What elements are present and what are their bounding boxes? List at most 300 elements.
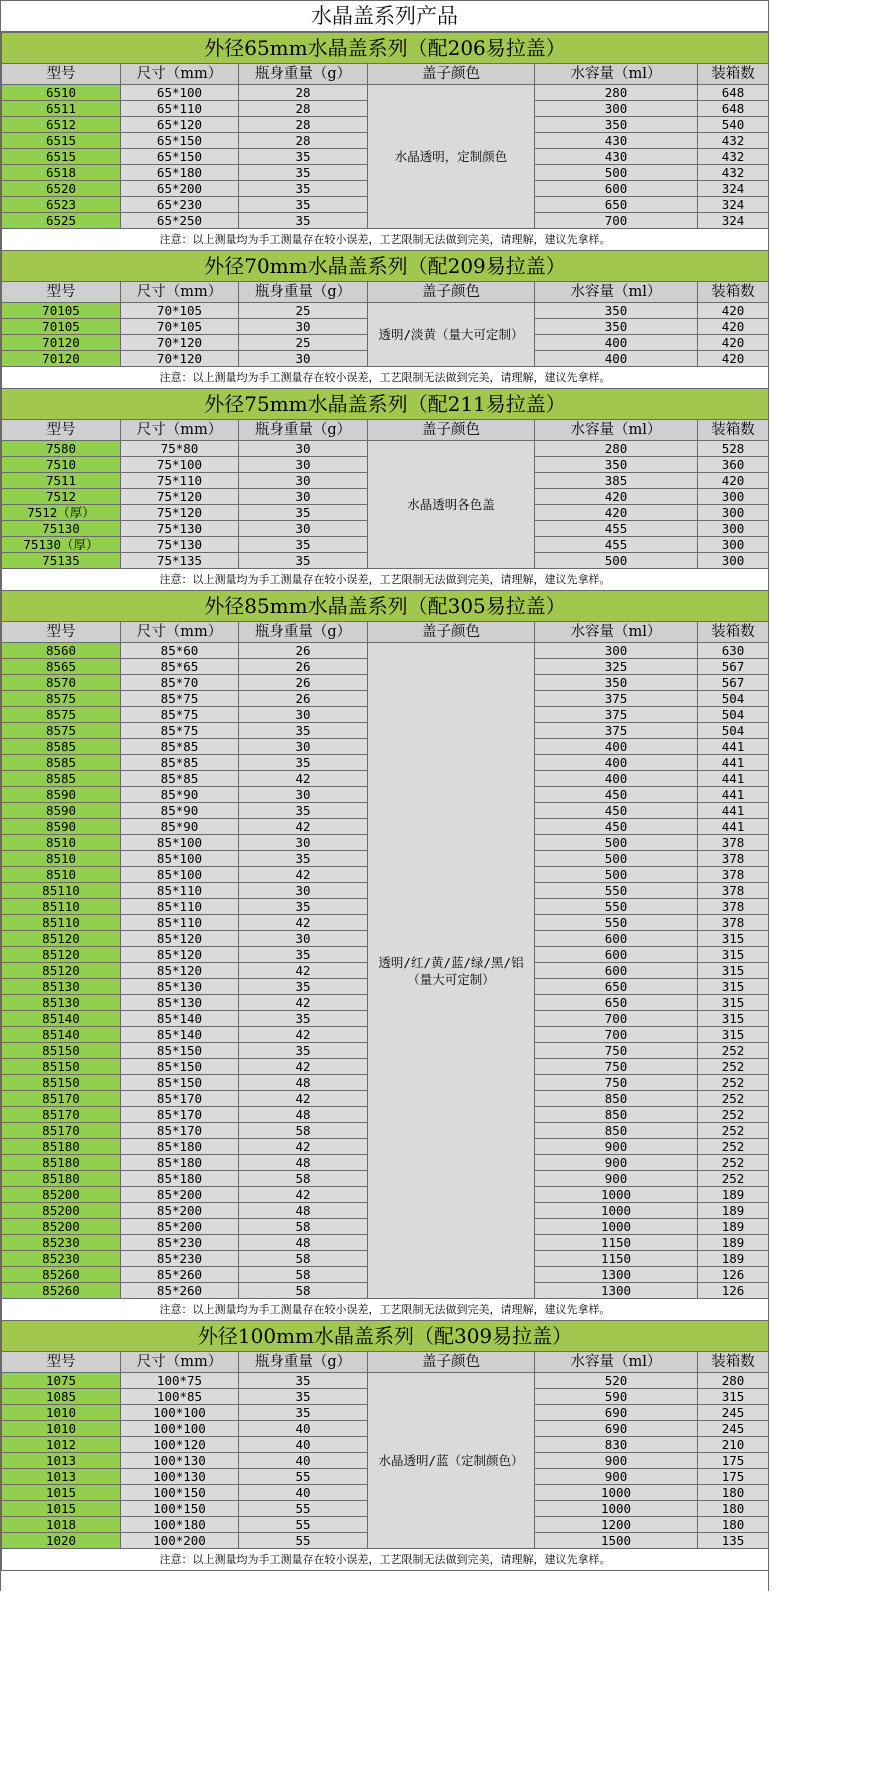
cell-size: 85*90 [121, 819, 239, 835]
cell-weight: 28 [239, 85, 368, 101]
cell-pack-count: 630 [698, 643, 769, 659]
cell-weight: 55 [239, 1533, 368, 1549]
cell-weight: 42 [239, 1187, 368, 1203]
cell-pack-count: 315 [698, 947, 769, 963]
cell-capacity: 450 [535, 787, 698, 803]
cell-pack-count: 315 [698, 1027, 769, 1043]
cell-weight: 26 [239, 691, 368, 707]
cell-pack-count: 252 [698, 1075, 769, 1091]
cell-pack-count: 252 [698, 1043, 769, 1059]
cell-capacity: 600 [535, 931, 698, 947]
cell-weight: 58 [239, 1123, 368, 1139]
header-weight: 瓶身重量（g） [239, 282, 368, 303]
cell-model: 8575 [2, 723, 121, 739]
table-row [2, 643, 769, 659]
cell-weight: 30 [239, 931, 368, 947]
cell-size: 75*120 [121, 505, 239, 521]
cell-model: 8590 [2, 803, 121, 819]
note-row [2, 1299, 769, 1321]
cell-capacity: 400 [535, 351, 698, 367]
cell-capacity: 650 [535, 197, 698, 213]
cell-capacity: 550 [535, 883, 698, 899]
cell-capacity: 900 [535, 1155, 698, 1171]
note-text: 注意：以上测量均为手工测量存在较小误差，工艺限制无法做到完美，请理解，建议先拿样。 [2, 1299, 769, 1321]
cell-model: 8510 [2, 867, 121, 883]
cell-size: 85*65 [121, 659, 239, 675]
header-cap-color: 盖子颜色 [368, 622, 535, 643]
cell-model: 70120 [2, 351, 121, 367]
cell-weight: 28 [239, 101, 368, 117]
cell-capacity: 590 [535, 1389, 698, 1405]
cell-capacity: 350 [535, 675, 698, 691]
cell-weight: 55 [239, 1517, 368, 1533]
header-row [2, 282, 769, 303]
cell-capacity: 900 [535, 1453, 698, 1469]
cell-size: 85*230 [121, 1235, 239, 1251]
cell-pack-count: 441 [698, 755, 769, 771]
cell-weight: 28 [239, 117, 368, 133]
cell-pack-count: 189 [698, 1235, 769, 1251]
cell-model: 8510 [2, 835, 121, 851]
cell-pack-count: 315 [698, 979, 769, 995]
cell-model: 8590 [2, 787, 121, 803]
cell-pack-count: 378 [698, 915, 769, 931]
cell-capacity: 500 [535, 835, 698, 851]
header-weight: 瓶身重量（g） [239, 64, 368, 85]
cell-model: 85200 [2, 1187, 121, 1203]
note-row [2, 569, 769, 591]
cell-weight: 35 [239, 149, 368, 165]
cell-pack-count: 300 [698, 521, 769, 537]
cell-pack-count: 378 [698, 851, 769, 867]
cell-capacity: 700 [535, 213, 698, 229]
cell-model: 85140 [2, 1011, 121, 1027]
cell-capacity: 400 [535, 771, 698, 787]
cell-pack-count: 252 [698, 1171, 769, 1187]
cell-model: 75130 [2, 521, 121, 537]
sheet-bottom-spacer [1, 1571, 768, 1591]
header-size: 尺寸（mm） [121, 64, 239, 85]
cell-size: 70*120 [121, 335, 239, 351]
cell-capacity: 420 [535, 489, 698, 505]
cell-pack-count: 315 [698, 931, 769, 947]
cell-size: 75*80 [121, 441, 239, 457]
cell-model: 85260 [2, 1283, 121, 1299]
cell-cap-color: 水晶透明/蓝（定制颜色） [368, 1373, 535, 1549]
cell-size: 65*250 [121, 213, 239, 229]
cell-model: 85260 [2, 1267, 121, 1283]
note-text: 注意：以上测量均为手工测量存在较小误差，工艺限制无法做到完美，请理解，建议先拿样。 [2, 1549, 769, 1571]
cell-capacity: 1000 [535, 1219, 698, 1235]
cell-weight: 35 [239, 181, 368, 197]
cell-size: 65*110 [121, 101, 239, 117]
cell-pack-count: 175 [698, 1453, 769, 1469]
cell-weight: 30 [239, 351, 368, 367]
cell-model: 1018 [2, 1517, 121, 1533]
cell-size: 85*90 [121, 803, 239, 819]
header-row [2, 420, 769, 441]
cell-model: 8585 [2, 739, 121, 755]
cell-capacity: 750 [535, 1059, 698, 1075]
cell-weight: 35 [239, 553, 368, 569]
cell-size: 85*200 [121, 1203, 239, 1219]
cell-capacity: 1300 [535, 1283, 698, 1299]
header-row [2, 64, 769, 85]
cell-model: 6520 [2, 181, 121, 197]
header-pack-count: 装箱数 [698, 420, 769, 441]
cell-weight: 48 [239, 1203, 368, 1219]
cell-model: 7580 [2, 441, 121, 457]
header-pack-count: 装箱数 [698, 64, 769, 85]
header-weight: 瓶身重量（g） [239, 420, 368, 441]
cell-model: 6515 [2, 149, 121, 165]
cell-pack-count: 432 [698, 165, 769, 181]
series-title-row [2, 389, 769, 420]
cell-capacity: 300 [535, 101, 698, 117]
series-title: 外径100mm水晶盖系列（配309易拉盖） [2, 1321, 769, 1352]
cell-capacity: 900 [535, 1469, 698, 1485]
cell-model: 85180 [2, 1139, 121, 1155]
cell-capacity: 1000 [535, 1501, 698, 1517]
cell-weight: 48 [239, 1107, 368, 1123]
cell-size: 85*260 [121, 1267, 239, 1283]
cell-size: 65*200 [121, 181, 239, 197]
cell-model: 85180 [2, 1171, 121, 1187]
note-row [2, 1549, 769, 1571]
cell-weight: 35 [239, 1011, 368, 1027]
cell-pack-count: 300 [698, 553, 769, 569]
cell-size: 100*150 [121, 1501, 239, 1517]
header-row [2, 622, 769, 643]
cell-capacity: 450 [535, 819, 698, 835]
cell-size: 100*100 [121, 1421, 239, 1437]
cell-size: 85*110 [121, 899, 239, 915]
cell-weight: 25 [239, 303, 368, 319]
cell-model: 7510 [2, 457, 121, 473]
cell-size: 85*180 [121, 1139, 239, 1155]
cell-pack-count: 252 [698, 1123, 769, 1139]
cell-capacity: 455 [535, 537, 698, 553]
header-size: 尺寸（mm） [121, 420, 239, 441]
cell-capacity: 430 [535, 149, 698, 165]
cell-weight: 25 [239, 335, 368, 351]
cell-size: 100*150 [121, 1485, 239, 1501]
cell-size: 85*90 [121, 787, 239, 803]
cell-weight: 58 [239, 1219, 368, 1235]
cell-size: 75*110 [121, 473, 239, 489]
cell-size: 70*105 [121, 303, 239, 319]
cell-capacity: 350 [535, 457, 698, 473]
cell-weight: 26 [239, 659, 368, 675]
cell-capacity: 500 [535, 867, 698, 883]
series-table [1, 32, 769, 1571]
header-pack-count: 装箱数 [698, 1352, 769, 1373]
cell-pack-count: 180 [698, 1517, 769, 1533]
cell-capacity: 350 [535, 319, 698, 335]
header-cap-color: 盖子颜色 [368, 282, 535, 303]
header-cap-color: 盖子颜色 [368, 64, 535, 85]
cell-weight: 42 [239, 915, 368, 931]
cell-pack-count: 300 [698, 489, 769, 505]
cell-model: 85170 [2, 1091, 121, 1107]
cell-size: 75*130 [121, 521, 239, 537]
cell-weight: 42 [239, 867, 368, 883]
cell-pack-count: 175 [698, 1469, 769, 1485]
note-row [2, 229, 769, 251]
cell-model: 8585 [2, 771, 121, 787]
cell-capacity: 600 [535, 947, 698, 963]
cell-pack-count: 189 [698, 1219, 769, 1235]
cell-size: 65*100 [121, 85, 239, 101]
cell-model: 85180 [2, 1155, 121, 1171]
cell-weight: 35 [239, 851, 368, 867]
cell-capacity: 650 [535, 979, 698, 995]
header-pack-count: 装箱数 [698, 282, 769, 303]
cell-size: 85*100 [121, 867, 239, 883]
cell-pack-count: 315 [698, 1389, 769, 1405]
cell-capacity: 850 [535, 1091, 698, 1107]
cell-weight: 42 [239, 963, 368, 979]
cell-model: 85170 [2, 1123, 121, 1139]
cell-size: 100*85 [121, 1389, 239, 1405]
series-title-row [2, 33, 769, 64]
cell-model: 8560 [2, 643, 121, 659]
cell-capacity: 900 [535, 1139, 698, 1155]
cell-model: 8590 [2, 819, 121, 835]
cell-pack-count: 420 [698, 303, 769, 319]
header-capacity: 水容量（ml） [535, 282, 698, 303]
cell-model: 1010 [2, 1421, 121, 1437]
cell-capacity: 1200 [535, 1517, 698, 1533]
cell-model: 8585 [2, 755, 121, 771]
cell-weight: 30 [239, 457, 368, 473]
cell-pack-count: 280 [698, 1373, 769, 1389]
cell-model: 6518 [2, 165, 121, 181]
cell-capacity: 850 [535, 1107, 698, 1123]
table-row [2, 303, 769, 319]
cell-weight: 35 [239, 755, 368, 771]
cell-weight: 42 [239, 1091, 368, 1107]
cell-size: 100*100 [121, 1405, 239, 1421]
table-row [2, 85, 769, 101]
cell-size: 65*180 [121, 165, 239, 181]
cell-weight: 30 [239, 489, 368, 505]
cell-size: 85*100 [121, 835, 239, 851]
cell-capacity: 850 [535, 1123, 698, 1139]
cell-capacity: 690 [535, 1421, 698, 1437]
note-text: 注意：以上测量均为手工测量存在较小误差，工艺限制无法做到完美，请理解，建议先拿样。 [2, 367, 769, 389]
cell-model: 1085 [2, 1389, 121, 1405]
header-size: 尺寸（mm） [121, 282, 239, 303]
cell-model: 85140 [2, 1027, 121, 1043]
cell-size: 85*85 [121, 739, 239, 755]
cell-pack-count: 252 [698, 1091, 769, 1107]
cell-pack-count: 315 [698, 1011, 769, 1027]
cell-cap-color: 透明/红/黄/蓝/绿/黑/铝（量大可定制） [368, 643, 535, 1299]
cell-weight: 35 [239, 899, 368, 915]
cell-pack-count: 420 [698, 473, 769, 489]
cell-model: 85110 [2, 915, 121, 931]
cell-size: 65*230 [121, 197, 239, 213]
cell-capacity: 1150 [535, 1235, 698, 1251]
cell-size: 100*75 [121, 1373, 239, 1389]
cell-weight: 40 [239, 1453, 368, 1469]
cell-pack-count: 378 [698, 899, 769, 915]
cell-size: 75*135 [121, 553, 239, 569]
cell-pack-count: 300 [698, 505, 769, 521]
cell-capacity: 1000 [535, 1485, 698, 1501]
cell-model: 8570 [2, 675, 121, 691]
cell-pack-count: 420 [698, 319, 769, 335]
note-row [2, 367, 769, 389]
cell-weight: 42 [239, 1027, 368, 1043]
header-size: 尺寸（mm） [121, 622, 239, 643]
cell-size: 85*85 [121, 771, 239, 787]
cell-weight: 35 [239, 1389, 368, 1405]
cell-capacity: 350 [535, 117, 698, 133]
header-capacity: 水容量（ml） [535, 64, 698, 85]
note-text: 注意：以上测量均为手工测量存在较小误差，工艺限制无法做到完美，请理解，建议先拿样。 [2, 229, 769, 251]
cell-size: 75*100 [121, 457, 239, 473]
cell-size: 75*120 [121, 489, 239, 505]
cell-weight: 30 [239, 319, 368, 335]
cell-size: 85*85 [121, 755, 239, 771]
cell-pack-count: 432 [698, 133, 769, 149]
cell-pack-count: 441 [698, 771, 769, 787]
cell-pack-count: 567 [698, 659, 769, 675]
cell-pack-count: 210 [698, 1437, 769, 1453]
cell-size: 85*180 [121, 1155, 239, 1171]
cell-weight: 35 [239, 1405, 368, 1421]
cell-capacity: 280 [535, 441, 698, 457]
cell-size: 85*140 [121, 1011, 239, 1027]
cell-model: 6515 [2, 133, 121, 149]
cell-pack-count: 300 [698, 537, 769, 553]
cell-size: 85*60 [121, 643, 239, 659]
cell-model: 85120 [2, 963, 121, 979]
cell-weight: 35 [239, 197, 368, 213]
cell-capacity: 1500 [535, 1533, 698, 1549]
cell-size: 85*200 [121, 1187, 239, 1203]
cell-model: 70120 [2, 335, 121, 351]
cell-capacity: 375 [535, 723, 698, 739]
cell-weight: 58 [239, 1267, 368, 1283]
series-title-row [2, 251, 769, 282]
cell-model: 7512 [2, 489, 121, 505]
cell-capacity: 450 [535, 803, 698, 819]
cell-weight: 35 [239, 723, 368, 739]
cell-capacity: 300 [535, 643, 698, 659]
cell-size: 70*105 [121, 319, 239, 335]
cell-weight: 40 [239, 1421, 368, 1437]
cell-pack-count: 189 [698, 1251, 769, 1267]
cell-model: 6523 [2, 197, 121, 213]
cell-weight: 30 [239, 521, 368, 537]
cell-model: 85150 [2, 1059, 121, 1075]
cell-model: 75130（厚） [2, 537, 121, 553]
cell-weight: 35 [239, 947, 368, 963]
cell-capacity: 700 [535, 1011, 698, 1027]
cell-size: 85*75 [121, 707, 239, 723]
header-capacity: 水容量（ml） [535, 1352, 698, 1373]
cell-size: 85*180 [121, 1171, 239, 1187]
cell-capacity: 830 [535, 1437, 698, 1453]
cell-size: 85*170 [121, 1107, 239, 1123]
cell-size: 85*230 [121, 1251, 239, 1267]
cell-model: 1012 [2, 1437, 121, 1453]
cell-pack-count: 648 [698, 85, 769, 101]
cell-capacity: 280 [535, 85, 698, 101]
cell-size: 85*110 [121, 883, 239, 899]
cell-weight: 42 [239, 771, 368, 787]
cell-model: 85130 [2, 995, 121, 1011]
cell-weight: 42 [239, 995, 368, 1011]
cell-size: 85*200 [121, 1219, 239, 1235]
cell-model: 1010 [2, 1405, 121, 1421]
cell-weight: 30 [239, 707, 368, 723]
cell-weight: 42 [239, 819, 368, 835]
cell-weight: 28 [239, 133, 368, 149]
cell-model: 85170 [2, 1107, 121, 1123]
cell-capacity: 325 [535, 659, 698, 675]
cell-capacity: 420 [535, 505, 698, 521]
cell-weight: 35 [239, 213, 368, 229]
series-title-row [2, 1321, 769, 1352]
cell-size: 65*120 [121, 117, 239, 133]
cell-size: 85*130 [121, 995, 239, 1011]
cell-size: 85*150 [121, 1075, 239, 1091]
cell-weight: 42 [239, 1139, 368, 1155]
cell-model: 6510 [2, 85, 121, 101]
cell-size: 70*120 [121, 351, 239, 367]
cell-pack-count: 420 [698, 351, 769, 367]
cell-size: 85*170 [121, 1123, 239, 1139]
cell-weight: 30 [239, 739, 368, 755]
table-row [2, 1373, 769, 1389]
cell-pack-count: 126 [698, 1283, 769, 1299]
cell-pack-count: 126 [698, 1267, 769, 1283]
cell-cap-color: 透明/淡黄（量大可定制） [368, 303, 535, 367]
cell-weight: 30 [239, 441, 368, 457]
cell-model: 6512 [2, 117, 121, 133]
cell-pack-count: 252 [698, 1059, 769, 1075]
cell-size: 85*110 [121, 915, 239, 931]
cell-model: 85150 [2, 1043, 121, 1059]
cell-size: 100*130 [121, 1469, 239, 1485]
cell-size: 85*150 [121, 1059, 239, 1075]
cell-model: 6511 [2, 101, 121, 117]
cell-capacity: 690 [535, 1405, 698, 1421]
cell-size: 65*150 [121, 133, 239, 149]
cell-pack-count: 528 [698, 441, 769, 457]
cell-model: 1015 [2, 1485, 121, 1501]
header-model: 型号 [2, 64, 121, 85]
cell-pack-count: 315 [698, 995, 769, 1011]
cell-pack-count: 378 [698, 883, 769, 899]
cell-pack-count: 180 [698, 1501, 769, 1517]
cell-capacity: 900 [535, 1171, 698, 1187]
cell-capacity: 500 [535, 165, 698, 181]
cell-pack-count: 540 [698, 117, 769, 133]
cell-capacity: 750 [535, 1043, 698, 1059]
cell-model: 8510 [2, 851, 121, 867]
cell-size: 85*260 [121, 1283, 239, 1299]
cell-weight: 35 [239, 165, 368, 181]
header-weight: 瓶身重量（g） [239, 1352, 368, 1373]
cell-size: 85*120 [121, 947, 239, 963]
cell-weight: 55 [239, 1469, 368, 1485]
cell-model: 85110 [2, 883, 121, 899]
